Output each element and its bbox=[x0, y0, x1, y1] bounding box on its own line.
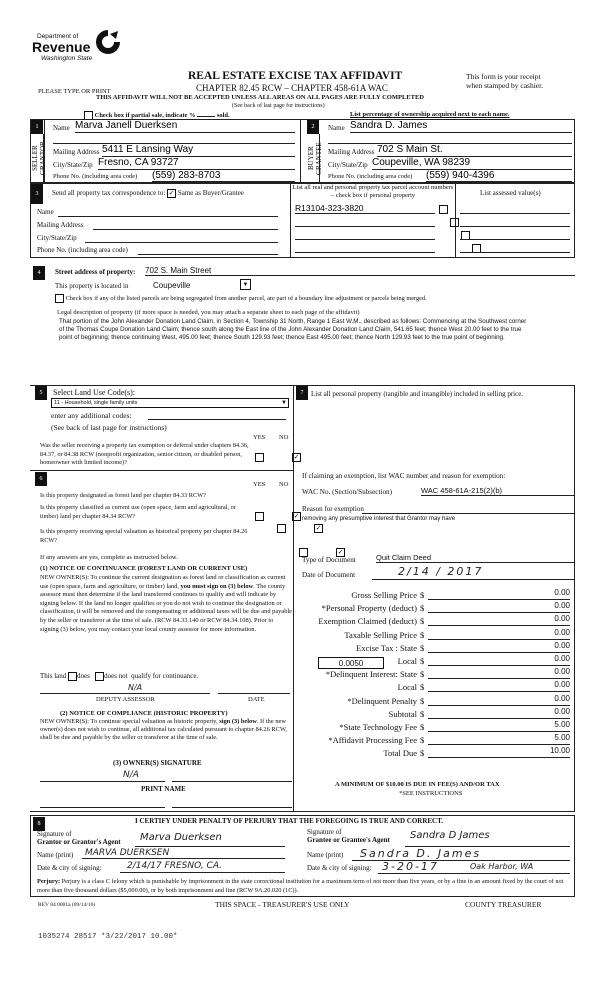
doc-date-label: Date of Document bbox=[302, 571, 356, 579]
s3-name-label: Name bbox=[37, 208, 54, 216]
doc-date-field[interactable]: 2/14 / 2017 bbox=[398, 565, 484, 578]
personal-property-label: List all personal property (tangible and intangible) included in selling price. bbox=[311, 390, 524, 398]
fee-label: Local bbox=[397, 656, 417, 666]
fee-value[interactable]: 5.00 bbox=[554, 720, 570, 729]
logo-dept: Department of bbox=[37, 33, 79, 40]
fee-row bbox=[300, 616, 575, 629]
seller-address-field[interactable]: 5411 E Lansing Way bbox=[102, 144, 194, 155]
located-label: This property is located in bbox=[55, 282, 129, 290]
fee-row bbox=[300, 682, 575, 695]
s6-no-header: NO bbox=[279, 481, 289, 488]
grantor-label: GRANTOR bbox=[39, 141, 47, 176]
logo-state: Washington State bbox=[41, 55, 93, 62]
section-4-number: 4 bbox=[33, 266, 45, 280]
fee-label: Total Due bbox=[383, 748, 417, 759]
grantor-date-field[interactable]: 2/14/17 FRESNO, CA. bbox=[127, 861, 223, 871]
grantee-city-field[interactable]: Oak Harbor, WA bbox=[470, 862, 534, 871]
section-1-number: 1 bbox=[31, 120, 43, 134]
dollar-sign: $ bbox=[420, 682, 425, 693]
grantor-date-label: Date & city of signing: bbox=[37, 864, 102, 872]
fee-value[interactable]: 0.00 bbox=[554, 601, 570, 611]
does-not-checkbox[interactable] bbox=[95, 672, 104, 681]
reason-label: Reason for exemption bbox=[302, 505, 364, 513]
buyer-phone-field[interactable]: (559) 940-4396 bbox=[426, 170, 495, 181]
dollar-sign: $ bbox=[420, 656, 425, 666]
seller-city-field[interactable]: Fresno, CA 93727 bbox=[98, 157, 179, 168]
fee-value[interactable]: 0.00 bbox=[554, 680, 570, 690]
county-treasurer: COUNTY TREASURER bbox=[465, 900, 542, 909]
cashier-stamp: 1035274 28517 *3/22/2017 10.00* bbox=[38, 933, 178, 941]
date-label: DATE bbox=[248, 696, 265, 703]
notice-1-title: (1) NOTICE OF CONTINUANCE (FOREST LAND OR CURRENT USE) bbox=[40, 565, 248, 572]
fee-value[interactable]: 0.00 bbox=[554, 654, 570, 663]
dollar-sign: $ bbox=[420, 616, 425, 627]
fee-label: Gross Selling Price bbox=[351, 590, 417, 600]
logo-swirl-icon bbox=[94, 28, 122, 56]
seller-name-label: Name bbox=[53, 124, 70, 132]
fee-row bbox=[300, 627, 575, 643]
grantee-name-label: Name (print) bbox=[307, 851, 344, 859]
assessor-signature: N/A bbox=[128, 683, 143, 692]
chevron-down-icon: ▼ bbox=[281, 400, 287, 406]
receipt-note-1: This form is your receipt bbox=[466, 72, 541, 81]
seller-name-field[interactable]: Marva Janell Duerksen bbox=[75, 120, 178, 131]
fee-label: *Delinquent Penalty bbox=[347, 695, 417, 706]
parcel-number-field[interactable]: R13104-323-3820 bbox=[295, 203, 364, 213]
seller-phone-field[interactable]: (559) 283-8703 bbox=[152, 170, 221, 181]
dollar-sign: $ bbox=[420, 735, 425, 746]
located-select[interactable]: Coupeville bbox=[153, 281, 191, 290]
s5-yes-header: YES bbox=[253, 434, 266, 441]
segregated-label: Check box if any of the listed parcels are being segregated from another parcel, are part of a boundary line adjustment or parcels being merged. bbox=[65, 294, 427, 302]
fee-label: *Personal Property (deduct) bbox=[321, 603, 417, 614]
personal-property-checkbox[interactable] bbox=[439, 205, 448, 214]
seller-label: SELLER bbox=[31, 145, 39, 172]
certify-statement: I CERTIFY UNDER PENALTY OF PERJURY THAT THE FOREGOING IS TRUE AND CORRECT. bbox=[135, 817, 444, 825]
seller-address-label: Mailing Address bbox=[53, 148, 100, 156]
seller-phone-label: Phone No. (including area code) bbox=[53, 173, 138, 180]
send-label: Send all property tax correspondence to: bbox=[52, 189, 166, 198]
warning: THIS AFFIDAVIT WILL NOT BE ACCEPTED UNLESS ALL AREAS ON ALL PAGES ARE FULLY COMPLETED bbox=[96, 94, 424, 101]
fee-row bbox=[300, 735, 575, 748]
buyer-label: BUYER bbox=[307, 146, 315, 171]
receipt-note-2: when stamped by cashier. bbox=[466, 81, 544, 90]
please-type: PLEASE TYPE OR PRINT bbox=[38, 88, 111, 95]
seller-side bbox=[30, 134, 47, 183]
fee-value[interactable]: 0.00 bbox=[554, 640, 570, 650]
s6-no-checkbox[interactable]: ✓ bbox=[315, 523, 322, 532]
street-label: Street address of property: bbox=[55, 268, 136, 276]
s5-see-back: (See back of last page for instructions) bbox=[51, 423, 167, 432]
dor-logo bbox=[32, 28, 132, 70]
doc-type-field[interactable]: Quit Claim Deed bbox=[376, 553, 432, 562]
grantor-name-field[interactable]: MARVA DUERKSEN bbox=[85, 848, 170, 858]
wac-label: WAC No. (Section/Subsection) bbox=[302, 488, 393, 496]
local-rate-field[interactable]: 0.0050 bbox=[318, 657, 384, 669]
segregated-checkbox[interactable] bbox=[55, 294, 64, 303]
buyer-address-label: Mailing Address bbox=[328, 148, 375, 156]
assessed-value-field[interactable] bbox=[460, 252, 570, 253]
logo-name: Revenue bbox=[32, 39, 91, 55]
fee-label: Exemption Claimed (deduct) bbox=[318, 616, 417, 627]
fee-row bbox=[300, 656, 575, 669]
divider bbox=[44, 119, 45, 183]
fee-value[interactable]: 0.00 bbox=[554, 667, 570, 677]
buyer-city-field[interactable]: Coupeville, WA 98239 bbox=[372, 157, 471, 168]
personal-property-checkbox[interactable] bbox=[450, 218, 459, 227]
grantee-signature: Sandra D James bbox=[410, 830, 490, 841]
fee-row bbox=[300, 640, 575, 656]
seller-city-label: City/State/Zip bbox=[53, 161, 93, 169]
buyer-name-label: Name bbox=[328, 124, 345, 132]
divider bbox=[293, 385, 294, 812]
fee-value[interactable]: 0.00 bbox=[554, 706, 570, 716]
form-revision: REV 84 0001a (09/14/16) bbox=[38, 902, 96, 908]
dollar-sign: $ bbox=[420, 722, 425, 732]
grantor-signature: Marva Duerksen bbox=[140, 832, 222, 843]
sold-label: sold. bbox=[216, 111, 230, 119]
assessed-value-field[interactable] bbox=[460, 213, 570, 214]
s5-no-checkbox[interactable]: ✓ bbox=[293, 453, 300, 462]
notice-2-text: NEW OWNER(S): To continue special valuation as historic property, sign (3) below. If the new owner(s) does not wish to continue, all additional tax calculated pursuant to chapter 84.26 RCW, shall be due and payable by the seller or transferor at the time of sale. bbox=[40, 718, 287, 741]
buyer-side bbox=[306, 134, 323, 183]
notice-1-text: NEW OWNER(S): To continue the current designation as forest land or classification as current use (open space, farm and agriculture, or timber) land, you must sign on (3) below. The county assessor must then determine if the land transferred continues to qualify and will indicate by signing below. If the land no longer qualifies or you do not wish to continue the designation or classification, it will be removed and the compensating or additional taxes will be due and payable by the seller or transferor at the time of sale. (RCW 84.33.140 or RCW 84.34.108). Prior to signing (3) below, you may contact your local county assessor for more information. bbox=[40, 574, 292, 633]
if-yes-note: If any answers are yes, complete as instructed below. bbox=[40, 554, 178, 561]
legal-label: Legal description of property (if more space is needed, you may attach a separate sheet to each page of the affidavit) bbox=[57, 309, 360, 316]
grantee-date-field[interactable]: 3-20-17 bbox=[382, 860, 439, 873]
fee-label: *State Technology Fee bbox=[339, 722, 417, 732]
fee-value[interactable]: 0.00 bbox=[554, 627, 570, 637]
section-7-number: 7 bbox=[296, 386, 308, 400]
assessed-value-field[interactable] bbox=[460, 226, 570, 227]
section-6-number: 6 bbox=[35, 472, 47, 486]
fee-value[interactable]: 0.00 bbox=[554, 693, 570, 703]
fee-row bbox=[300, 722, 575, 735]
doc-type-label: Type of Document bbox=[302, 556, 356, 564]
dollar-sign: $ bbox=[420, 748, 425, 759]
divider bbox=[290, 183, 291, 258]
dollar-sign: $ bbox=[420, 629, 425, 640]
s3-city-label: City/State/Zip bbox=[37, 234, 77, 242]
section-5-number: 5 bbox=[35, 386, 47, 400]
fee-row bbox=[300, 706, 575, 722]
perjury-warning: Perjury: Perjury is a class C felony which is punishable by imprisonment in the state correctional institution for a maximum term of not more than five years, or by a fine in an amount fixed by the court of not more than five thousand dollars ($5,000.00), or by both imprisonment and fine (RCW 9A.20.020 (1C)). bbox=[37, 878, 564, 894]
s6-question: Is this property designated as forest land per chapter 84.33 RCW? bbox=[40, 492, 206, 499]
see-back: (See back of last page for instructions) bbox=[232, 103, 325, 109]
wac-field[interactable]: WAC 458-61A-215(2)(b) bbox=[421, 486, 503, 495]
assessed-value-field[interactable] bbox=[460, 239, 570, 240]
s5-question: Was the seller receiving a property tax exemption or deferral under chapters 84.36, 84.37, or 84.38 RCW (nonprofit organization, senior citizen, or disabled person, homeowner with limited income)? bbox=[40, 442, 249, 466]
fee-label: Local bbox=[397, 682, 417, 693]
divider bbox=[300, 119, 301, 183]
fee-row bbox=[300, 748, 575, 761]
fee-row bbox=[300, 693, 575, 709]
buyer-address-field[interactable]: 702 S Main St. bbox=[377, 144, 443, 155]
form-title: REAL ESTATE EXCISE TAX AFFIDAVIT bbox=[188, 70, 403, 82]
grantee-label: GRANTEE bbox=[315, 142, 323, 175]
owner-signature-title: (3) OWNER(S) SIGNATURE bbox=[113, 759, 202, 767]
section-2-number: 2 bbox=[307, 120, 319, 134]
s5-no-header: NO bbox=[279, 434, 289, 441]
grantee-name-field[interactable]: Sandra D. James bbox=[360, 847, 482, 860]
s3-mailing-label: Mailing Address bbox=[37, 221, 84, 229]
divider bbox=[30, 470, 293, 471]
fee-row bbox=[300, 590, 575, 603]
section-3-number: 3 bbox=[31, 184, 43, 204]
grantee-signature-label: Signature of Grantee or Grantee's Agent bbox=[307, 828, 390, 844]
form-chapter: CHAPTER 82.45 RCW – CHAPTER 458-61A WAC bbox=[196, 83, 388, 93]
send-correspondence bbox=[52, 189, 244, 198]
print-name-label: PRINT NAME bbox=[141, 785, 186, 793]
same-as-label: Same as Buyer/Grantee bbox=[177, 189, 244, 198]
located-dropdown-icon[interactable]: ▼ bbox=[240, 279, 251, 290]
continuance-row: This land does does not qualify for continuance. bbox=[40, 672, 199, 681]
owner-signature: N/A bbox=[123, 770, 139, 780]
s6-yes-checkbox[interactable] bbox=[255, 512, 264, 521]
dollar-sign: $ bbox=[420, 669, 425, 680]
fee-row bbox=[300, 603, 575, 616]
street-field[interactable]: 702 S. Main Street bbox=[145, 266, 212, 275]
fee-label: Subtotal bbox=[388, 708, 417, 719]
buyer-city-label: City/State/Zip bbox=[328, 161, 368, 169]
s6-yes-checkbox[interactable] bbox=[277, 524, 286, 533]
fee-value[interactable]: 5.00 bbox=[554, 733, 570, 743]
legal-description[interactable]: That portion of the John Alexander Donation Land Claim, in Section 4, Township 31 North, Range 1 East W.M., described as follows: Commencing at the Southwest corner of the Thomas Coupe Donation Land Claim; thence south along the East line of the John Alexander Donation Land Claim, 541.65 feet; thence West 20.00 feet to the true point of beginning; thence continuing West, 495.00 feet; thence South 129.93 feet; thence East 495.00 feet; thence North 129.93 feet to the true point of beginning. bbox=[59, 318, 527, 341]
buyer-name-field[interactable]: Sandra D. James bbox=[350, 120, 428, 131]
partial-sale-label: Check box if partial sale, indicate % bbox=[94, 111, 196, 119]
s5-yes-checkbox[interactable] bbox=[255, 453, 264, 462]
reason-field[interactable]: removing any presumptive interest that Grantor may have bbox=[302, 516, 456, 522]
s6-question: Is this property receiving special valuation as historical property per chapter 84.26 RCW? bbox=[40, 528, 248, 544]
treasurer-use: THIS SPACE - TREASURER'S USE ONLY bbox=[215, 900, 350, 909]
additional-codes-label: enter any additional codes: bbox=[51, 411, 132, 420]
s6-no-checkbox[interactable]: ✓ bbox=[293, 511, 300, 520]
dollar-sign: $ bbox=[420, 642, 425, 653]
land-use-select[interactable] bbox=[51, 398, 289, 408]
assessed-header: List assessed value(s) bbox=[480, 189, 541, 197]
fee-value[interactable]: 10.00 bbox=[549, 746, 570, 756]
parcel-header: List all real and personal property tax parcel account numbers – check box if personal property bbox=[292, 184, 454, 199]
same-as-buyer-checkbox[interactable]: ✓ bbox=[168, 189, 175, 197]
fee-value[interactable]: 0.00 bbox=[554, 588, 570, 597]
does-checkbox[interactable] bbox=[68, 672, 77, 681]
buyer-phone-label: Phone No. (including area code) bbox=[328, 173, 413, 180]
section-8-number: 8 bbox=[33, 817, 45, 831]
s3-phone-label: Phone No. (including area code) bbox=[37, 246, 128, 254]
fee-value[interactable]: 0.00 bbox=[554, 614, 570, 624]
land-use-label: Select Land Use Code(s): bbox=[53, 388, 135, 397]
segregated-row bbox=[55, 294, 427, 303]
notice-2-title: (2) NOTICE OF COMPLIANCE (HISTORIC PROPERTY) bbox=[60, 710, 228, 717]
see-instructions: *SEE INSTRUCTIONS bbox=[399, 790, 463, 797]
grantee-date-label: Date & city of signing: bbox=[307, 864, 372, 872]
deputy-assessor-label: DEPUTY ASSESSOR bbox=[96, 696, 155, 703]
dollar-sign: $ bbox=[420, 708, 425, 719]
list-pct: List percentage of ownership acquired next to each name. bbox=[350, 111, 510, 118]
fee-row bbox=[300, 669, 575, 682]
s6-question: Is this property classified as current use (open space, farm and agricultural, or timber) land per chapter 84.34 RCW? bbox=[40, 504, 236, 520]
s6-yes-header: YES bbox=[253, 481, 266, 488]
minimum-note: A MINIMUM OF $10.00 IS DUE IN FEE(S) AND/OR TAX bbox=[335, 781, 500, 788]
dollar-sign: $ bbox=[420, 590, 425, 600]
dollar-sign: $ bbox=[420, 603, 425, 614]
s6-no-checkbox[interactable]: ✓ bbox=[337, 547, 344, 556]
grantor-name-label: Name (print) bbox=[37, 851, 74, 859]
fee-label: *Delinquent Interest: State bbox=[325, 669, 417, 680]
fee-label: Excise Tax : State bbox=[356, 642, 417, 653]
land-use-value: 11 - Household, single family units bbox=[54, 400, 138, 406]
exemption-label: If claiming an exemption, list WAC number and reason for exemption: bbox=[302, 472, 506, 480]
grantor-signature-label: Signature of Grantor or Grantor's Agent bbox=[37, 830, 121, 846]
dollar-sign: $ bbox=[420, 695, 425, 706]
fee-label: Taxable Selling Price bbox=[344, 629, 417, 640]
fee-label: *Affidavit Processing Fee bbox=[328, 735, 417, 746]
